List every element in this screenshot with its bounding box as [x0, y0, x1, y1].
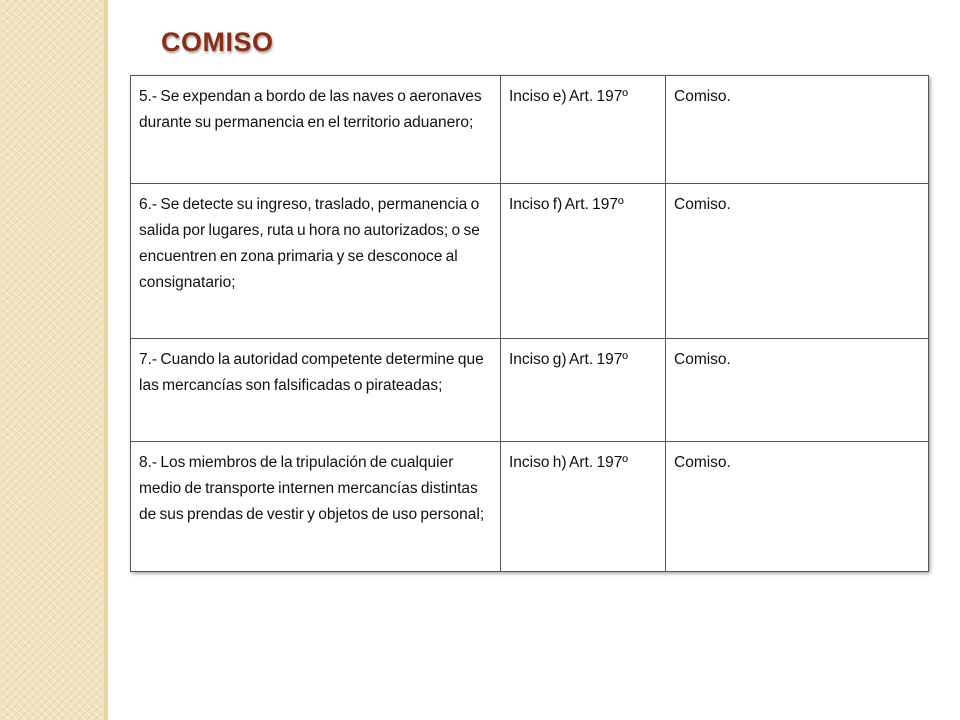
cell-sanction: Comiso.	[666, 442, 929, 572]
cell-sanction: Comiso.	[666, 184, 929, 339]
table-row	[131, 184, 929, 339]
comiso-table	[130, 75, 929, 572]
table-row	[131, 442, 929, 572]
table-row	[131, 76, 929, 184]
cell-description: 8.- Los miembros de la tripulación de cualquier medio de transporte internen mercancías distintas de sus prendas de vestir y objetos de uso personal;	[131, 442, 501, 572]
comiso-table-container	[130, 75, 928, 571]
cell-reference: Inciso g) Art. 197º	[501, 339, 666, 442]
slide-title: COMISO	[161, 27, 274, 57]
cell-reference: Inciso f) Art. 197º	[501, 184, 666, 339]
cell-reference: Inciso h) Art. 197º	[501, 442, 666, 572]
table-row	[131, 339, 929, 442]
cell-description: 6.- Se detecte su ingreso, traslado, permanencia o salida por lugares, ruta u hora no autorizados; o se encuentren en zona primaria y se desconoce al consignatario;	[131, 184, 501, 339]
cell-description: 5.- Se expendan a bordo de las naves o aeronaves durante su permanencia en el territorio aduanero;	[131, 76, 501, 184]
cell-sanction: Comiso.	[666, 339, 929, 442]
cell-description: 7.- Cuando la autoridad competente determine que las mercancías son falsificadas o pirateadas;	[131, 339, 501, 442]
cell-sanction: Comiso.	[666, 76, 929, 184]
side-band-edge	[104, 0, 108, 720]
cell-reference: Inciso e) Art. 197º	[501, 76, 666, 184]
decorative-side-band	[0, 0, 104, 720]
